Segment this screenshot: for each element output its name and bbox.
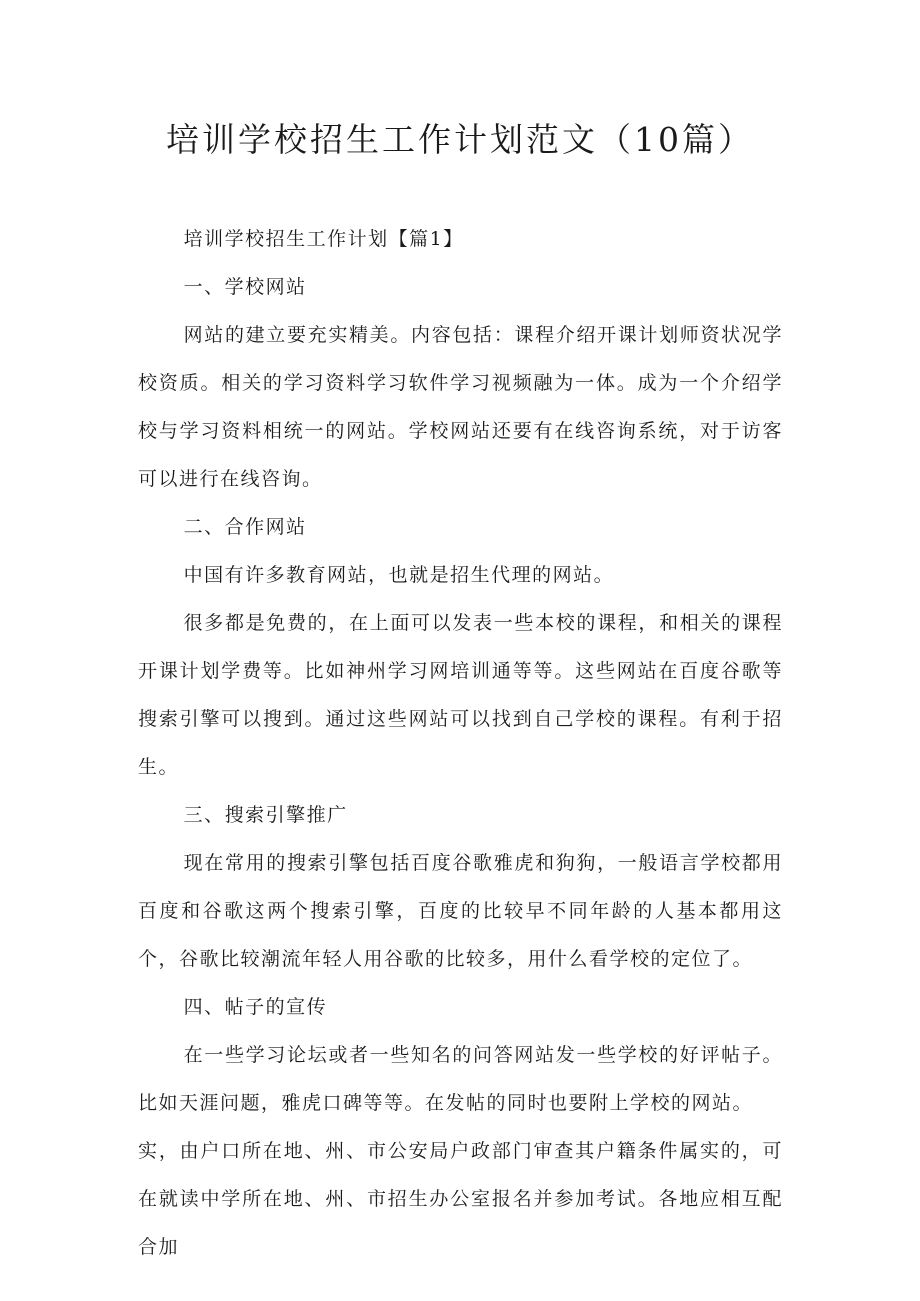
paragraph-partner-sites-intro: 中国有许多教育网站，也就是招生代理的网站。 [183,564,615,586]
section-heading-4: 四、帖子的宣传 [183,996,328,1018]
paragraph-forum-posts: 在一些学习论坛或者一些知名的问答网站发一些学校的好评帖子。比如天涯问题，雅虎口碑等等。在发帖的同时也要附上学校的网站。 [138,1044,783,1114]
paragraph-website: 网站的建立要充实精美。内容包括：课程介绍开课计划师资状况学校资质。相关的学习资料学习软件学习视频融为一体。成为一个介绍学校与学习资料相统一的网站。学校网站还要有在线咨询系统，对于访客可以进行在线咨询。 [138,324,783,490]
paragraph-partner-sites: 很多都是免费的，在上面可以发表一些本校的课程，和相关的课程开课计划学费等。比如神州学习网培训通等等。这些网站在百度谷歌等搜索引擎可以搜到。通过这些网站可以找到自己学校的课程。有利于招生。 [138,612,783,778]
section-heading-3: 三、搜索引擎推广 [183,804,348,826]
section-subtitle: 培训学校招生工作计划【篇1】 [183,228,464,250]
document-title: 培训学校招生工作计划范文（10篇） [166,120,754,159]
section-heading-1: 一、学校网站 [183,276,307,298]
paragraph-fragment: 实，由户口所在地、州、市公安局户政部门审查其户籍条件属实的，可在就读中学所在地、州、市招生办公室报名并参加考试。各地应相互配合加 [138,1140,783,1258]
paragraph-search-engines: 现在常用的搜索引擎包括百度谷歌雅虎和狗狗，一般语言学校都用百度和谷歌这两个搜索引擎，百度的比较早不同年龄的人基本都用这个，谷歌比较潮流年轻人用谷歌的比较多，用什么看学校的定位了。 [138,852,783,970]
document-body [138,215,783,1271]
section-heading-2: 二、合作网站 [183,516,307,538]
